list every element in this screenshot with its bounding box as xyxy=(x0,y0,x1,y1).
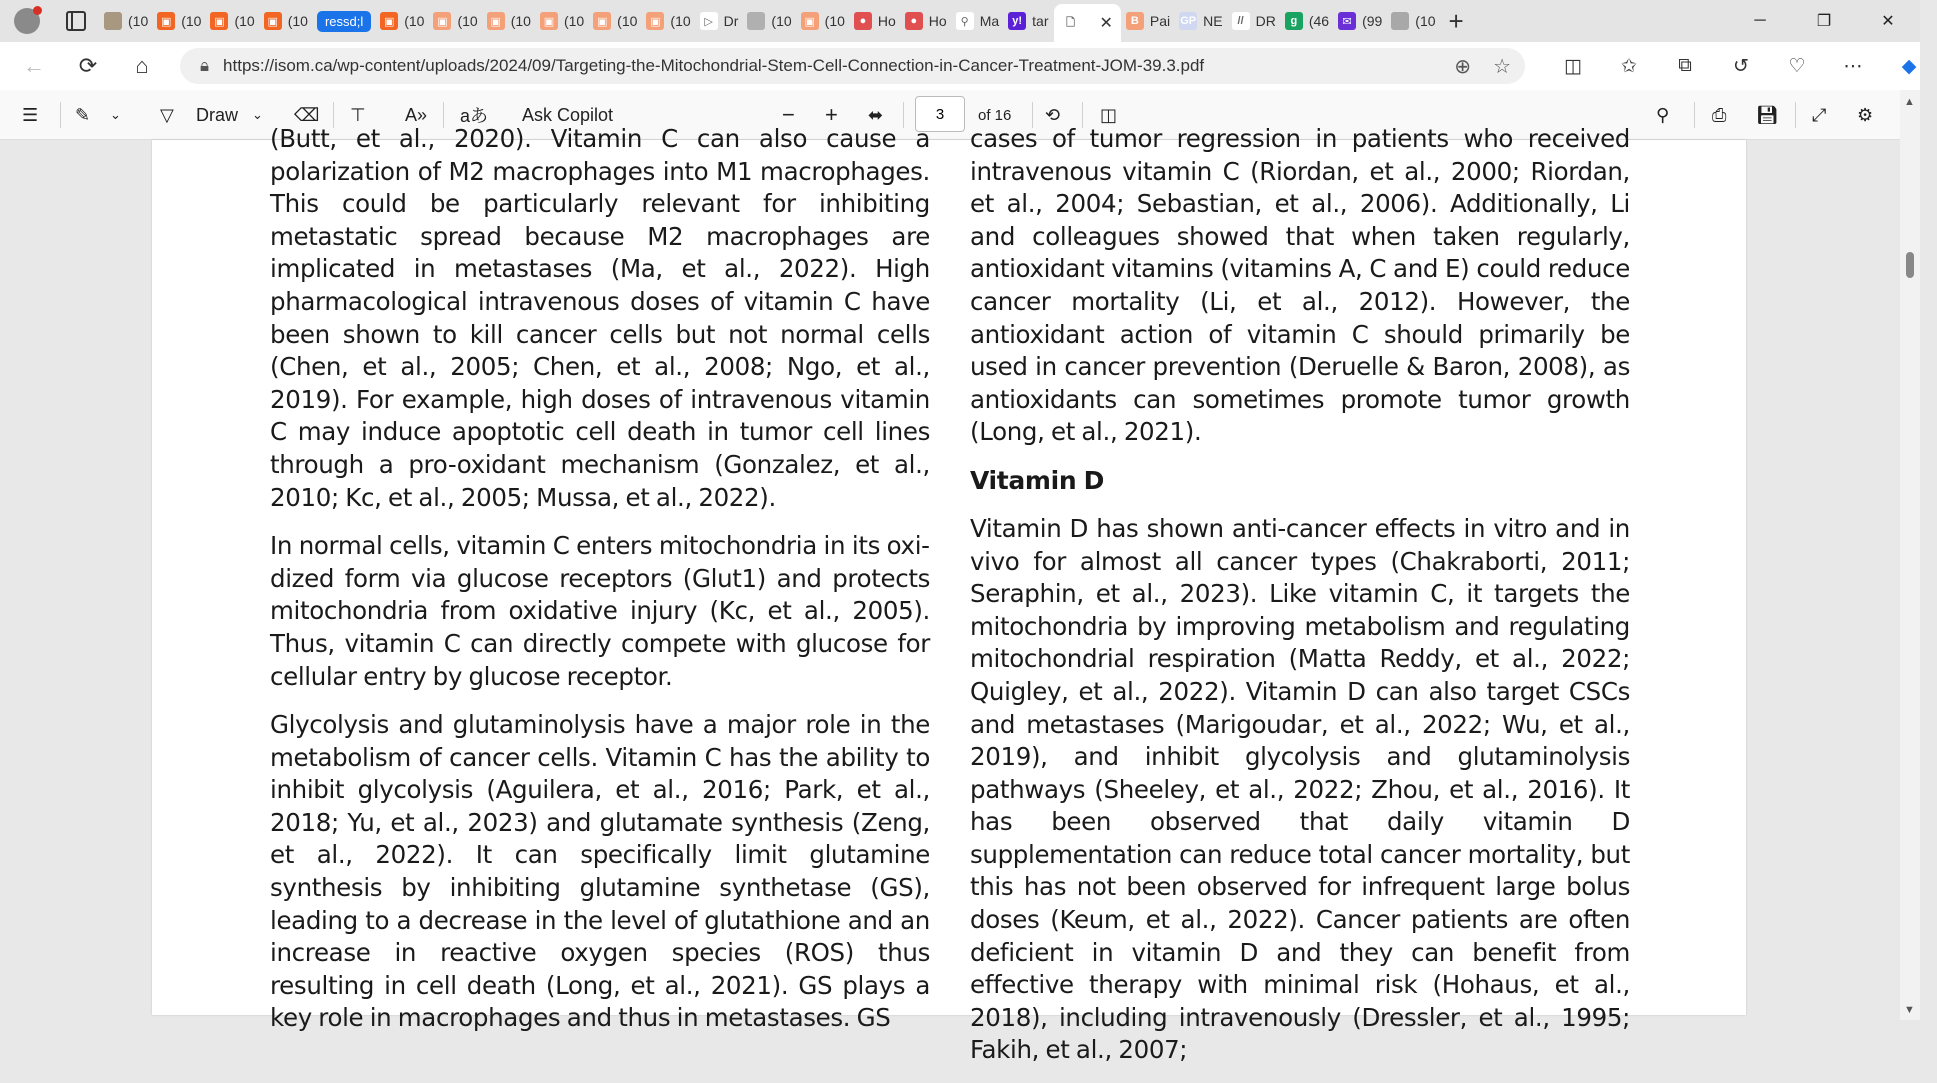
tab-favicon-icon: ▣ xyxy=(487,12,505,30)
split-screen-icon[interactable]: ◫ xyxy=(1564,55,1582,77)
back-arrow-icon[interactable]: ← xyxy=(23,53,45,78)
tab-favicon-icon: ▣ xyxy=(264,12,282,30)
performance-icon[interactable]: ♡ xyxy=(1788,55,1806,77)
tab-favicon-icon: B xyxy=(1126,12,1144,30)
fullscreen-icon[interactable]: ⤢ xyxy=(1812,104,1827,125)
rotate-icon[interactable]: ⟲ xyxy=(1045,104,1061,125)
tab-favicon-icon xyxy=(104,12,122,30)
tab[interactable] xyxy=(313,6,375,36)
draw-icon[interactable]: ▽ xyxy=(160,104,174,125)
refresh-icon[interactable]: ⟳ xyxy=(78,53,98,78)
tab-favicon-icon: ▣ xyxy=(540,12,558,30)
pdf-viewer xyxy=(0,124,1900,1065)
tab-label: (10 xyxy=(824,13,845,29)
tab-label: (10 xyxy=(457,13,478,29)
tab-favicon-icon: ▣ xyxy=(210,12,228,30)
tab-label: (10 xyxy=(771,13,792,29)
tab[interactable] xyxy=(483,6,535,36)
tab-label: (10 xyxy=(234,13,255,29)
address-bar xyxy=(0,42,1920,90)
save-icon[interactable]: 💾︎ xyxy=(1756,104,1779,125)
tab-label: (10 xyxy=(1415,13,1436,29)
page-total: of 16 xyxy=(978,106,1012,124)
tab-label: (10 xyxy=(617,13,638,29)
tab[interactable] xyxy=(100,6,152,36)
tab-favicon-icon: ● xyxy=(905,12,923,30)
favorites-icon[interactable]: ✩ xyxy=(1621,55,1637,77)
url-field[interactable] xyxy=(180,48,1525,84)
tab[interactable] xyxy=(797,6,849,36)
highlight-dropdown-icon[interactable]: ⌄ xyxy=(110,107,121,122)
tab[interactable] xyxy=(901,6,951,36)
tab[interactable] xyxy=(429,6,481,36)
url-text: https://isom.ca/wp-content/uploads/2024/09/Targeting-the-Mitochondrial-Stem-Cell-Connection-in-Cancer-Treatment-JOM-39.3.pdf xyxy=(223,56,1205,75)
paragraph: Vitamin D has shown anti-cancer effects in vitro and in vivo for almost all cancer types (Chakraborti, 2011; Seraphin, et al., 2023). Like vitamin C, it targets the mitochondria by improving metabolism and regulating mitochondrial respiration (Matta Reddy, et al., 2022; Quigley, et al., 2022). Vitamin D can also target CSCs and metastases (Marigoudar, et al., 2022; Wu, et al., 2019), and inhibit glycolysis and glutaminolysis pathways (Sheeley, et al., 2022; Zhou, et al., 2016). It has been observed that daily vitamin D supplementation can reduce total cancer mortality, but this has not been observed for infrequent large bolus doses (Keum, et al., 2022). Cancer patients are often deficient in vitamin D and they can benefit from effective therapy with minimal risk (Hohaus, et al., 2018), including intravenously (Dressler, et al., 1995; Fakih, et al., 2007; xyxy=(970,513,1630,1065)
page-number-input[interactable]: 3 xyxy=(915,96,965,132)
tab-label: tar xyxy=(1032,13,1049,29)
tab[interactable] xyxy=(1004,6,1052,36)
tab-label: DR xyxy=(1255,13,1276,29)
translate-icon[interactable]: aあ xyxy=(460,106,489,126)
settings-gear-icon[interactable]: ⚙ xyxy=(1857,104,1874,125)
pdf-page xyxy=(152,124,1746,1065)
tab-label: Ma xyxy=(979,13,1000,29)
collections-icon[interactable]: ⧉ xyxy=(1678,55,1692,76)
search-icon[interactable]: ⚲ xyxy=(1656,104,1670,125)
tab[interactable] xyxy=(642,6,694,36)
tab-label: ressd;l xyxy=(317,11,371,32)
right-column xyxy=(970,123,1630,1083)
tab-favicon-icon: // xyxy=(1232,12,1250,30)
minimize-icon[interactable]: ─ xyxy=(1754,12,1766,29)
tab-favicon-icon: ● xyxy=(854,12,872,30)
print-icon[interactable]: ⎙ xyxy=(1712,104,1727,125)
tab-favicon-icon: ▣ xyxy=(593,12,611,30)
tab-favicon-icon: 🗋 xyxy=(1062,14,1080,32)
tab-label: (10 xyxy=(181,13,202,29)
tab-favicon-icon: ⚲ xyxy=(956,12,974,30)
fit-width-icon[interactable]: ⬌ xyxy=(868,104,884,125)
tab[interactable] xyxy=(1387,6,1439,36)
tab[interactable] xyxy=(376,6,428,36)
browser-toolbar xyxy=(1545,42,1937,90)
tab[interactable] xyxy=(260,6,312,36)
notification-dot-icon xyxy=(33,6,42,15)
vertical-scrollbar[interactable] xyxy=(1900,90,1920,1020)
new-tab-button[interactable]: + xyxy=(1448,5,1464,36)
tab[interactable] xyxy=(1175,6,1226,36)
tab-favicon-icon: y! xyxy=(1008,12,1026,30)
tab-label: Dr xyxy=(723,13,739,29)
tab-label: (10 xyxy=(128,13,149,29)
tab-label: (10 xyxy=(510,13,531,29)
scroll-up-icon[interactable]: ▲ xyxy=(1904,96,1915,108)
scroll-down-icon[interactable]: ▼ xyxy=(1904,1004,1915,1016)
favorite-star-icon[interactable]: ☆ xyxy=(1493,55,1511,78)
tab[interactable] xyxy=(589,6,641,36)
paragraph: (Butt, et al., 2020). Vitamin C can also cause a polarization of M2 macrophages into M1 macrophages. This could be particularly relevant for inhibiting metastatic spread because M2 macrophages are implicated in metastases (Ma, et al., 2022). High pharmacological intravenous doses of vitamin C have been shown to kill cancer cells but not normal cells (Chen, et al., 2005; Chen, et al., 2008; Ngo, et al., 2019). For example, high doses of intravenous vitamin C may induce apoptotic cell death in tumor cell lines through a pro-oxidant mechanism (Gonzalez, et al., 2010; Kc, et al., 2005; Mussa, et al., 2022). xyxy=(270,124,930,512)
tab-favicon-icon xyxy=(1391,12,1409,30)
tab-favicon-icon: GP xyxy=(1179,12,1197,30)
paragraph: cases of tumor regression in patients who received intravenous vitamin C (Riordan, et al., 2000; Riordan, et al., 2004; Sebastian, et al., 2006). Additionally, Li and colleagues showed that when taken regularly, antioxidant vitamins (vitamins A, C and E) could reduce cancer mortality (Li, et al., 2012). However, the antioxidant action of vitamin C should primarily be used in cancer prevention (Deruelle & Baron, 2008), as antioxidants can sometimes promote tumor growth (Long, et al., 2021). xyxy=(970,124,1630,447)
left-column xyxy=(270,123,930,1051)
tab[interactable] xyxy=(153,6,205,36)
zoom-icon[interactable]: ⊕ xyxy=(1454,55,1472,78)
tab[interactable] xyxy=(743,6,795,36)
tab-favicon-icon: ▣ xyxy=(801,12,819,30)
tab[interactable] xyxy=(536,6,588,36)
draw-dropdown-icon[interactable]: ⌄ xyxy=(252,107,263,122)
copilot-icon[interactable]: ◆ xyxy=(1901,55,1917,77)
tab-favicon-icon: ▣ xyxy=(433,12,451,30)
close-window-icon[interactable]: ✕ xyxy=(1881,13,1895,30)
paragraph: Glycolysis and glutaminolysis have a major role in the metabolism of cancer cells. Vitamin C has the ability to inhibit glycolysis (Aguilera, et al., 2016; Park, et al., 2018; Yu, et al., 2023) and glutamate synthesis (Zeng, et al., 2022). It can specifically limit glutamine synthesis by inhibiting glutamine synthetase (GS), leading to a decrease in the level of glutathione and an increase in reactive oxygen species (ROS) thus resulting in cell death (Long, et al., 2021). GS plays a key role in macrophages and thus in metastases. GS xyxy=(270,710,930,1033)
tab-actions-icon[interactable] xyxy=(66,11,86,31)
tab-close-icon[interactable]: ✕ xyxy=(1099,15,1113,32)
tab[interactable] xyxy=(952,6,1003,36)
window-controls xyxy=(1728,0,1920,42)
scrollbar-thumb[interactable] xyxy=(1906,252,1914,278)
tab[interactable] xyxy=(206,6,258,36)
tab[interactable] xyxy=(1228,6,1280,36)
tab-label: (10 xyxy=(287,13,308,29)
history-icon[interactable]: ↺ xyxy=(1733,55,1749,77)
tab[interactable] xyxy=(1122,6,1174,36)
tab[interactable] xyxy=(850,6,900,36)
tab-label: (10 xyxy=(404,13,425,29)
restore-icon[interactable]: ❐ xyxy=(1816,13,1832,30)
more-menu-icon[interactable]: ⋯ xyxy=(1843,55,1863,77)
tab-label: (99 xyxy=(1362,13,1383,29)
read-aloud-icon[interactable]: A» xyxy=(405,104,428,125)
tab[interactable] xyxy=(696,6,743,36)
section-heading: Vitamin D xyxy=(970,465,1105,495)
ask-copilot-button[interactable]: Ask Copilot xyxy=(522,104,614,125)
tab-favicon-icon: g xyxy=(1285,12,1303,30)
highlight-icon[interactable]: ✎ xyxy=(75,104,91,125)
draw-button[interactable]: Draw xyxy=(196,104,239,125)
tab-label: (10 xyxy=(563,13,585,29)
tab-label: Pai xyxy=(1149,13,1171,29)
tab-label: Ho xyxy=(928,13,947,29)
tab[interactable] xyxy=(1334,6,1386,36)
tab-list xyxy=(100,0,1464,42)
tab-label: NE xyxy=(1203,13,1223,29)
page-view-icon[interactable]: ◫ xyxy=(1100,104,1118,125)
tab[interactable] xyxy=(1281,6,1333,36)
text-box-icon[interactable]: ⊤ xyxy=(350,104,366,125)
tab-strip xyxy=(0,0,1920,42)
tab-favicon-icon xyxy=(747,12,765,30)
tab-favicon-icon: ▣ xyxy=(646,12,664,30)
tab-label: Ho xyxy=(877,13,896,29)
tab-active[interactable] xyxy=(1054,4,1121,42)
tab-label: (46 xyxy=(1308,13,1330,29)
tab-favicon-icon: ▣ xyxy=(157,12,175,30)
site-info-icon[interactable]: 🔒︎ xyxy=(200,56,210,75)
zoom-out-button[interactable]: − xyxy=(782,102,795,127)
contents-icon[interactable]: ☰ xyxy=(22,104,39,125)
zoom-in-button[interactable]: + xyxy=(825,102,838,127)
eraser-icon[interactable]: ⌫ xyxy=(294,104,320,125)
tab-favicon-icon: ▣ xyxy=(380,12,398,30)
profile-avatar-icon[interactable] xyxy=(14,8,40,34)
paragraph: In normal cells, vitamin C enters mitochondria in its oxidized form via glucose receptors (Glut1) and protects mitochondria from oxidative injury (Kc, et al., 2005). Thus, vitamin C can directly compete with glucose for cellular entry by glucose receptor. xyxy=(270,531,930,691)
home-icon[interactable]: ⌂ xyxy=(135,53,149,78)
tab-favicon-icon: ✉ xyxy=(1338,12,1356,30)
tab-favicon-icon: ▷ xyxy=(700,12,718,30)
tab-label: (10 xyxy=(670,13,691,29)
